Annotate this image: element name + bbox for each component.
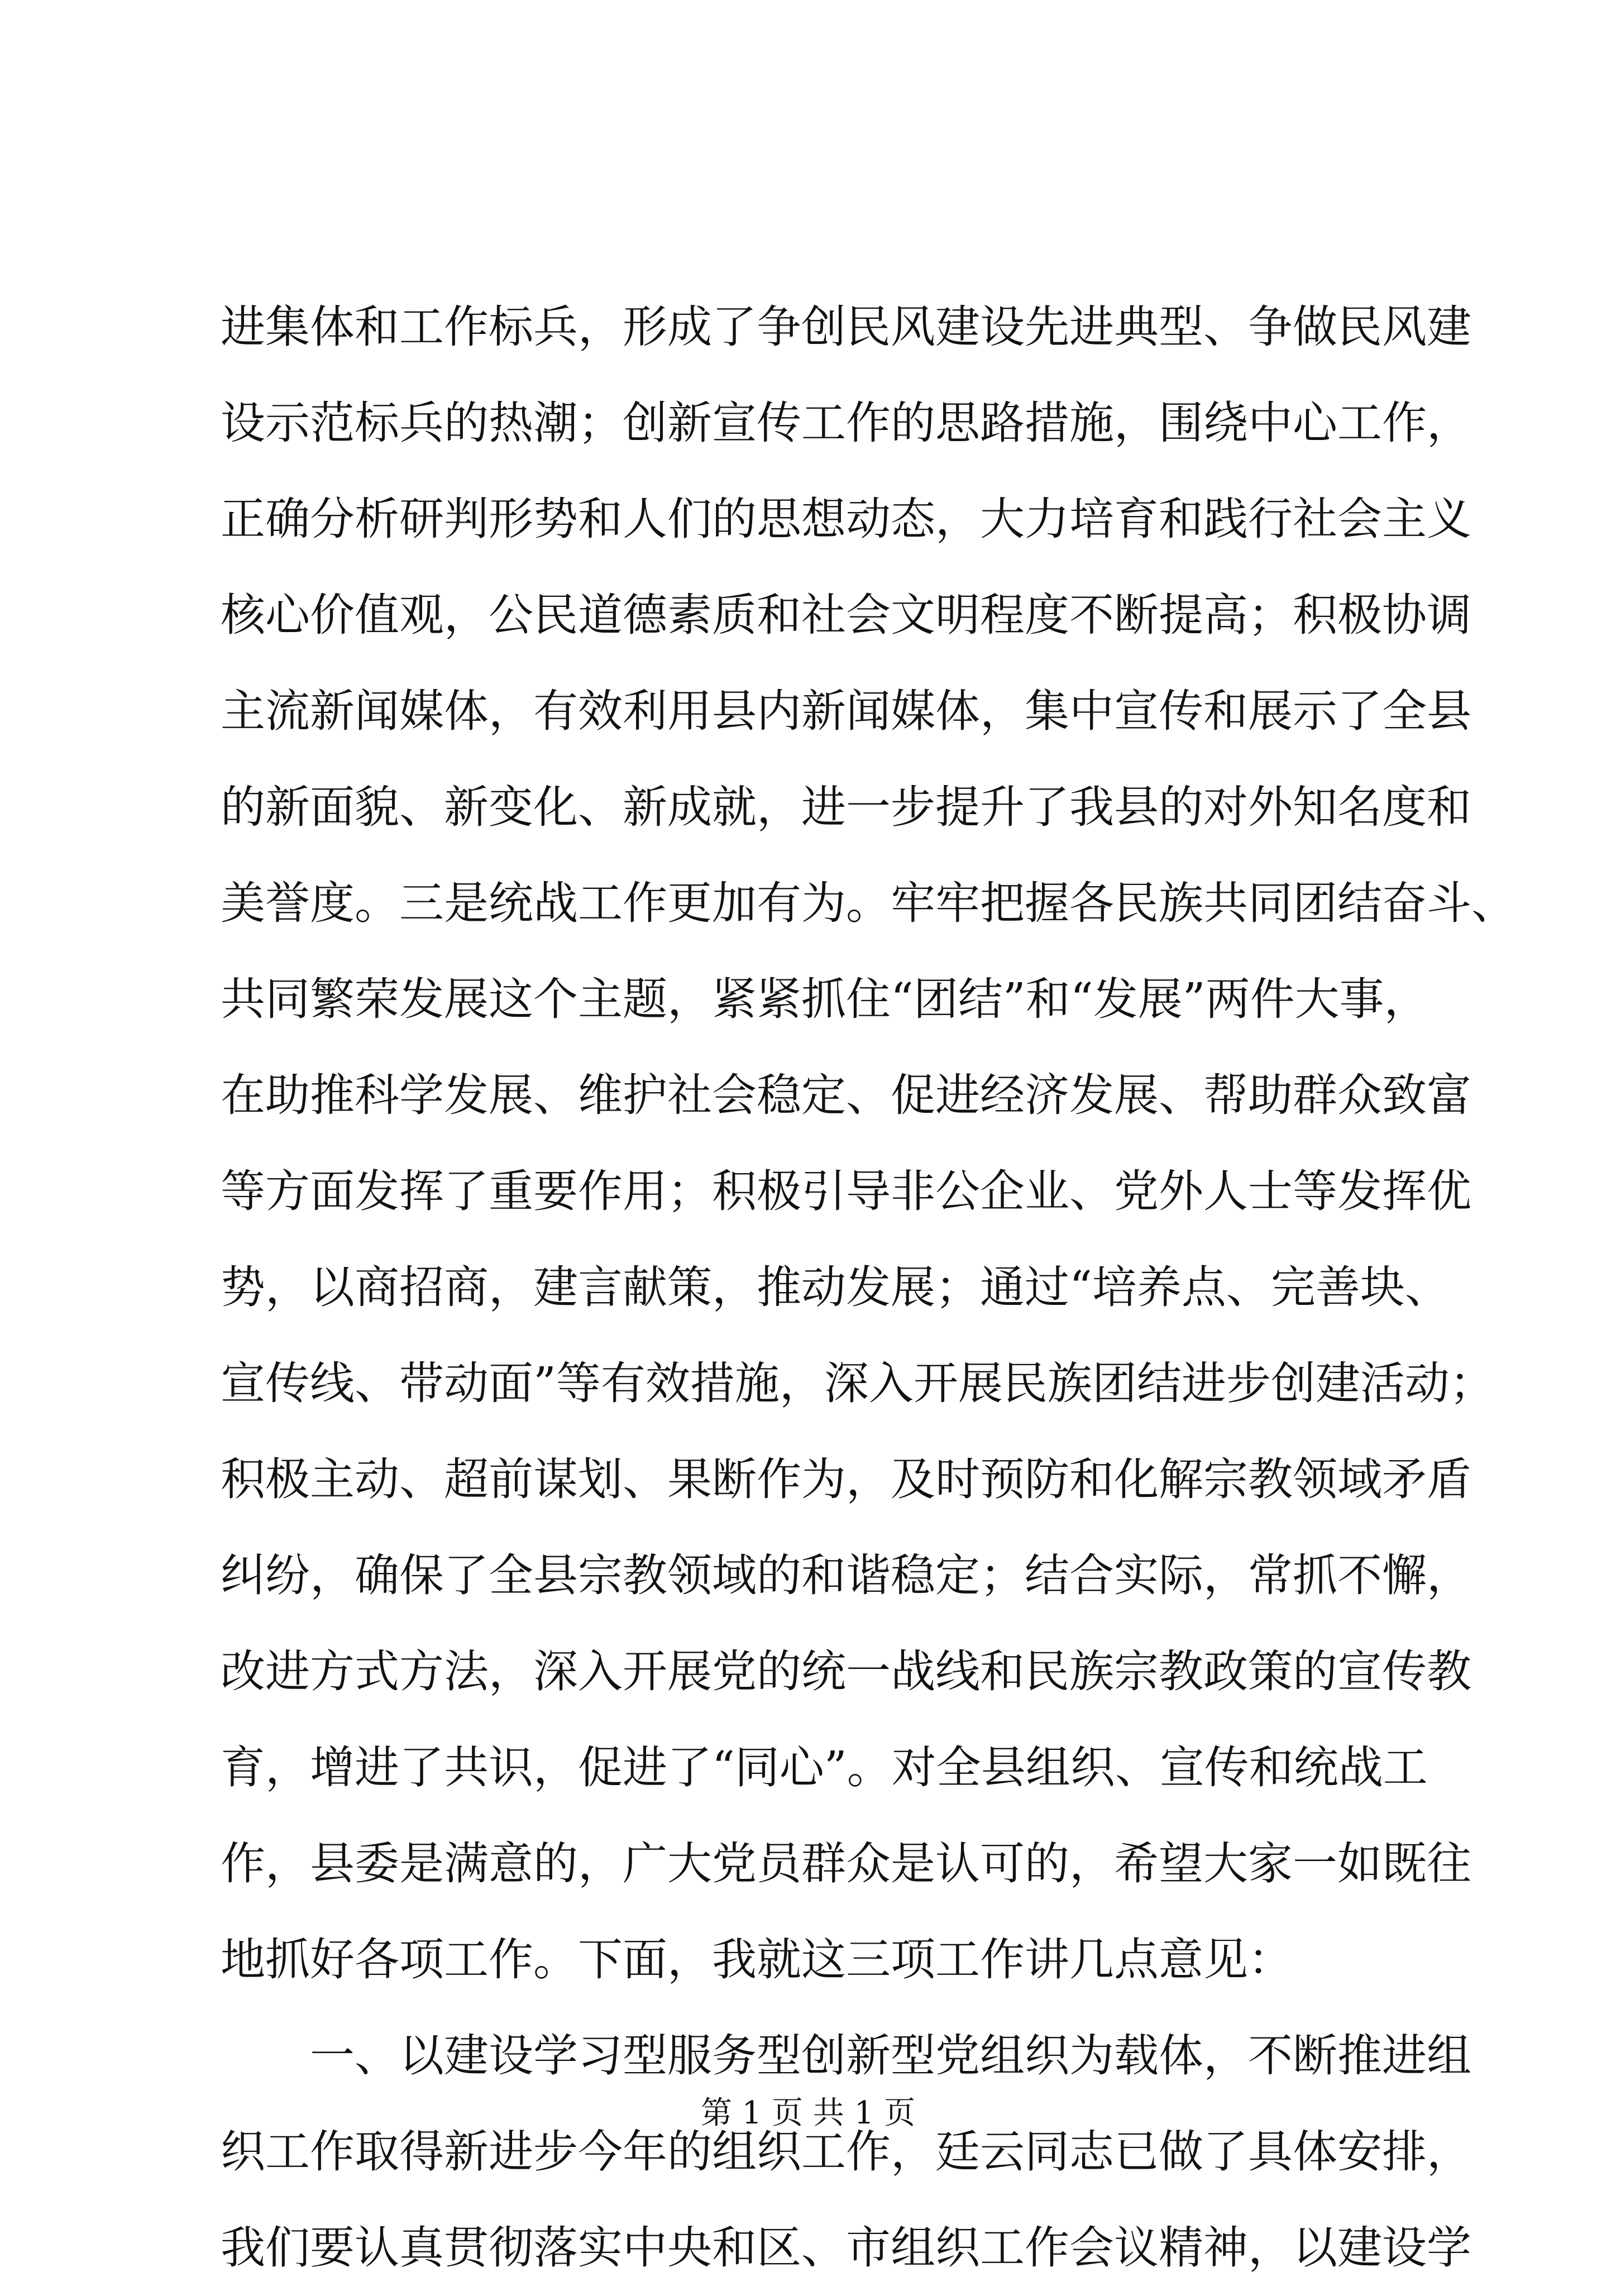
text-line: 共同繁荣发展这个主题，紧紧抓住“团结”和“发展”两件大事， (221, 973, 1429, 1025)
text-line: 主流新闻媒体，有效利用县内新闻媒体，集中宣传和展示了全县 (221, 685, 1471, 737)
text-line: 势，以商招商，建言献策，推动发展；通过“培养点、完善块、 (221, 1261, 1450, 1313)
text-line: 作，县委是满意的，广大党员群众是认可的，希望大家一如既往 (221, 1838, 1471, 1890)
text-line: 正确分析研判形势和人们的思想动态，大力培育和践行社会主义 (221, 493, 1471, 545)
page-number: 第 1 页 共 1 页 (700, 2095, 916, 2131)
text-line: 织工作取得新进步今年的组织工作，廷云同志已做了具体安排， (221, 2126, 1471, 2178)
text-line: 积极主动、超前谋划、果断作为，及时预防和化解宗教领域矛盾 (221, 1453, 1471, 1505)
text-line: 在助推科学发展、维护社会稳定、促进经济发展、帮助群众致富 (221, 1069, 1471, 1121)
text-line: 美誉度。三是统战工作更加有为。牢牢把握各民族共同团结奋斗、 (221, 877, 1516, 929)
text-line: 等方面发挥了重要作用；积极引导非公企业、党外人士等发挥优 (221, 1165, 1471, 1217)
text-line: 宣传线、带动面”等有效措施，深入开展民族团结进步创建活动； (221, 1357, 1494, 1409)
text-line: 的新面貌、新变化、新成就，进一步提升了我县的对外知名度和 (221, 781, 1471, 833)
text-line: 改进方式方法，深入开展党的统一战线和民族宗教政策的宣传教 (221, 1646, 1471, 1697)
document-body (221, 279, 1516, 2296)
text-line: 育，增进了共识，促进了“同心”。对全县组织、宣传和统战工 (221, 1742, 1428, 1793)
text-line: 设示范标兵的热潮；创新宣传工作的思路措施，围绕中心工作， (221, 397, 1471, 449)
text-line: 地抓好各项工作。下面，我就这三项工作讲几点意见： (221, 1934, 1293, 1986)
text-line: 进集体和工作标兵，形成了争创民风建设先进典型、争做民风建 (221, 301, 1471, 353)
text-line: 核心价值观，公民道德素质和社会文明程度不断提高；积极协调 (221, 589, 1471, 641)
text-line: 纠纷，确保了全县宗教领域的和谐稳定；结合实际，常抓不懈， (221, 1549, 1471, 1601)
section-heading-line: 一、以建设学习型服务型创新型党组织为载体，不断推进组 (310, 2030, 1471, 2082)
text-line: 我们要认真贯彻落实中央和区、市组织工作会议精神，以建设学 (221, 2222, 1471, 2274)
page-footer (0, 2091, 1616, 2136)
